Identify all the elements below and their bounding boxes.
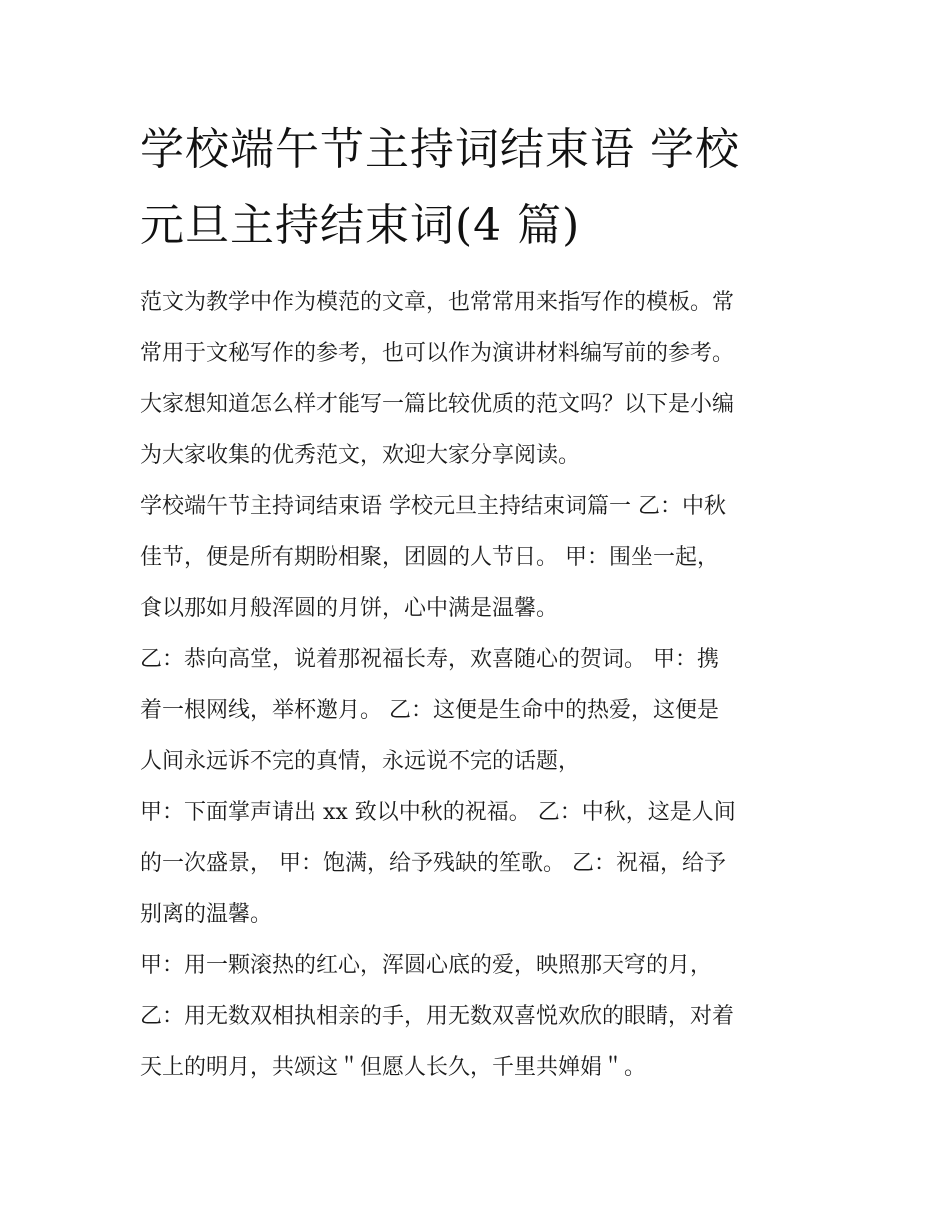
text-line: 乙：用无数双相执相亲的手，用无数双喜悦欢欣的眼睛，对着 xyxy=(140,1004,735,1029)
text-line: 大家想知道怎么样才能写一篇比较优质的范文吗？以下是小编 xyxy=(140,392,735,417)
text-line: 的一次盛景， 甲：饱满，给予残缺的笙歌。 乙：祝福，给予 xyxy=(140,851,726,876)
title-line: 元旦主持结束词(4 篇) xyxy=(140,200,581,251)
text-line: 着一根网线，举杯邀月。 乙：这便是生命中的热爱，这便是 xyxy=(140,698,719,723)
paragraph-dialogue xyxy=(140,634,830,787)
text-line: 人间永远诉不完的真情，永远说不完的话题， xyxy=(140,749,581,774)
document-title xyxy=(140,112,820,264)
text-line: 常用于文秘写作的参考，也可以作为演讲材料编写前的参考。 xyxy=(140,341,735,366)
paragraph-section-one xyxy=(140,481,830,634)
text-line: 范文为教学中作为模范的文章，也常常用来指写作的模板。常 xyxy=(140,290,735,315)
text-line: 食以那如月般浑圆的月饼，心中满是温馨。 xyxy=(140,596,559,621)
text-line: 佳节，便是所有期盼相聚，团圆的人节日。 甲：围坐一起， xyxy=(140,545,719,570)
paragraph-dialogue xyxy=(140,787,830,940)
text-line: 学校端午节主持词结束语 学校元旦主持结束词篇一 乙：中秋 xyxy=(140,494,726,519)
text-line: 甲：下面掌声请出 xx 致以中秋的祝福。 乙：中秋，这是人间 xyxy=(140,800,736,825)
text-line: 天上的明月，共颂这＂但愿人长久，千里共婵娟＂。 xyxy=(140,1055,647,1080)
document-body xyxy=(140,277,830,1093)
text-line: 为大家收集的优秀范文，欢迎大家分享阅读。 xyxy=(140,443,581,468)
paragraph-dialogue xyxy=(140,940,830,991)
text-line: 乙：恭向高堂，说着那祝福长寿，欢喜随心的贺词。 甲：携 xyxy=(140,647,719,672)
paragraph-intro xyxy=(140,277,830,481)
text-line: 甲：用一颗滚热的红心，浑圆心底的爱，映照那天穹的月， xyxy=(140,953,713,978)
title-line: 学校端午节主持词结束语 学校 xyxy=(140,124,740,175)
text-line: 别离的温馨。 xyxy=(140,902,273,927)
paragraph-dialogue xyxy=(140,991,830,1093)
